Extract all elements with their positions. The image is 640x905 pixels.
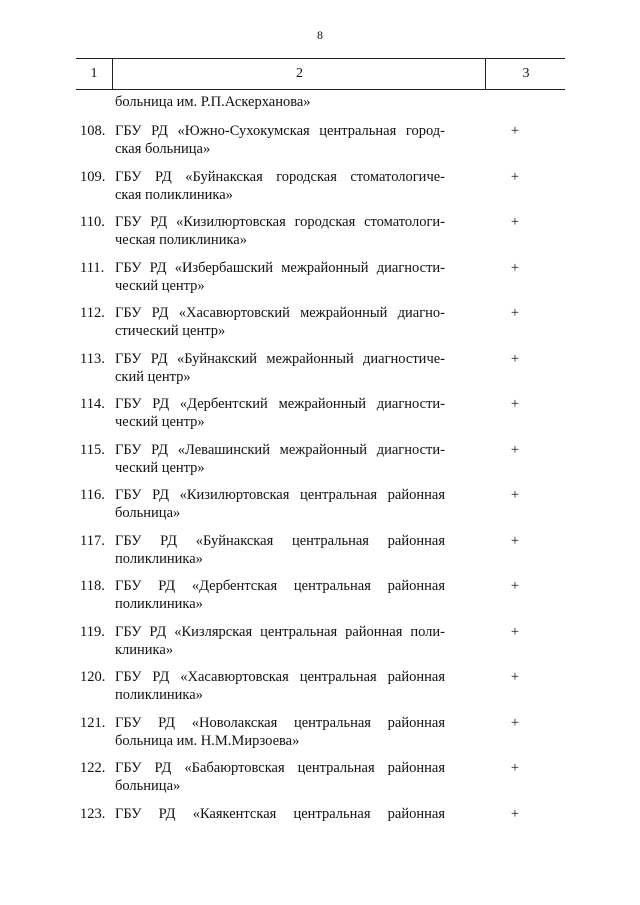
row-number: 109.	[80, 168, 106, 185]
column-header-3: 3	[485, 59, 566, 89]
institution-name-line: клиника»	[115, 641, 174, 658]
institution-name	[115, 623, 445, 659]
row-mark: +	[510, 760, 520, 776]
institution-name-line: ГБУ РД «Кизилюртовская городская стоматологи-	[115, 214, 445, 230]
table-row	[0, 395, 640, 441]
institution-name-line: ГБУ РД «Хасавюртовский межрайонный диагно-	[115, 305, 445, 321]
institution-name-line: ГБУ РД «Хасавюртовская центральная районная	[115, 669, 445, 685]
institution-name-line: ГБУ РД «Кизилюртовская центральная районная	[115, 487, 445, 503]
institution-name-line: стический центр»	[115, 323, 226, 339]
row-number: 122.	[80, 760, 106, 776]
institution-name	[115, 168, 445, 204]
institution-name-line: ГБУ РД «Буйнакский межрайонный диагностиче-	[115, 350, 445, 367]
column-header-2: 2	[112, 59, 486, 89]
institution-name-line: ГБУ РД «Буйнакская городская стоматологиче-	[115, 168, 445, 185]
table-row	[0, 259, 640, 305]
institution-name-line: ская больница»	[115, 141, 211, 157]
row-mark: +	[510, 714, 520, 731]
row-number: 113.	[80, 350, 105, 367]
row-number: 118.	[80, 578, 105, 594]
row-mark: +	[510, 805, 520, 822]
institution-name-line: ГБУ РД «Дербентская центральная районная	[115, 578, 445, 594]
institution-name-line: ГБУ РД «Избербашский межрайонный диагности-	[115, 259, 445, 276]
institution-name-line: ческий центр»	[115, 414, 205, 430]
row-mark: +	[510, 441, 520, 458]
row-mark: +	[510, 214, 520, 230]
institution-name	[115, 577, 445, 613]
institution-name-line: ГБУ РД «Дербентский межрайонный диагности-	[115, 396, 445, 412]
institution-name-line: ГБУ РД «Левашинский межрайонный диагности-	[115, 441, 445, 458]
institution-name-line: ГБУ РД «Кизлярская центральная районная поли-	[115, 623, 445, 640]
row-number: 110.	[80, 214, 105, 230]
row-mark: +	[510, 532, 520, 549]
row-number: 108.	[80, 123, 106, 139]
table-header	[76, 58, 565, 90]
row-mark: +	[510, 669, 520, 685]
institution-name-line: ГБУ РД «Каякентская центральная районная	[115, 805, 445, 822]
institution-name	[115, 759, 445, 795]
table-row	[0, 714, 640, 760]
row-number: 114.	[80, 396, 105, 412]
table-row	[0, 350, 640, 396]
institution-name	[115, 259, 445, 295]
institution-name	[115, 532, 445, 568]
institution-name-line: больница»	[115, 778, 181, 794]
column-header-1: 1	[90, 66, 98, 81]
row-number: 121.	[80, 714, 106, 731]
row-mark: +	[510, 259, 520, 276]
table-row	[0, 623, 640, 669]
row-number: 111.	[80, 259, 105, 276]
row-number: 117.	[80, 532, 105, 549]
row-number: 116.	[80, 487, 105, 503]
row-mark: +	[510, 350, 520, 367]
institution-name-line: ГБУ РД «Новолакская центральная районная	[115, 714, 445, 731]
institution-name-line: ская поликлиника»	[115, 186, 233, 203]
institution-name	[115, 213, 445, 249]
table-row	[0, 122, 640, 168]
continuation-text: больница им. Р.П.Аскерханова»	[115, 94, 311, 110]
table-row	[0, 213, 640, 259]
institution-name-line: больница»	[115, 505, 181, 521]
institution-name-line: поликлиника»	[115, 687, 203, 703]
institution-name-line: ГБУ РД «Бабаюртовская центральная районная	[115, 760, 445, 776]
row-number: 120.	[80, 669, 106, 685]
row-mark: +	[510, 578, 520, 594]
table-row	[0, 805, 640, 851]
table-row	[0, 168, 640, 214]
row-mark: +	[510, 623, 520, 640]
institution-name-line: больница им. Н.М.Мирзоева»	[115, 732, 300, 749]
table-row	[0, 441, 640, 487]
institution-name	[115, 486, 445, 522]
institution-name-line: ческий центр»	[115, 459, 205, 476]
table-row	[0, 304, 640, 350]
institution-name	[115, 805, 445, 823]
table-body	[0, 122, 640, 850]
institution-name	[115, 350, 445, 386]
institution-name	[115, 714, 445, 750]
row-mark: +	[510, 168, 520, 185]
institution-name	[115, 122, 445, 158]
institution-name-line: поликлиника»	[115, 550, 203, 567]
table-row	[0, 668, 640, 714]
institution-name	[115, 441, 445, 477]
table-row	[0, 486, 640, 532]
row-number: 123.	[80, 805, 106, 822]
table-row	[0, 532, 640, 578]
table-row	[0, 577, 640, 623]
institution-name	[115, 668, 445, 704]
table-row	[0, 759, 640, 805]
institution-name-line: поликлиника»	[115, 596, 203, 612]
institution-name	[115, 395, 445, 431]
row-mark: +	[510, 487, 520, 503]
institution-name-line: ГБУ РД «Буйнакская центральная районная	[115, 532, 445, 549]
institution-name-line: ГБУ РД «Южно-Сухокумская центральная город-	[115, 123, 445, 139]
institution-name-line: ческий центр»	[115, 277, 205, 294]
row-number: 115.	[80, 441, 105, 458]
row-mark: +	[510, 396, 520, 412]
row-number: 119.	[80, 623, 105, 640]
row-number: 112.	[80, 305, 105, 321]
institution-name	[115, 304, 445, 340]
row-mark: +	[510, 123, 520, 139]
page-number: 8	[317, 28, 323, 42]
institution-name-line: ческая поликлиника»	[115, 232, 247, 248]
institution-name-line: ский центр»	[115, 368, 191, 385]
row-mark: +	[510, 305, 520, 321]
